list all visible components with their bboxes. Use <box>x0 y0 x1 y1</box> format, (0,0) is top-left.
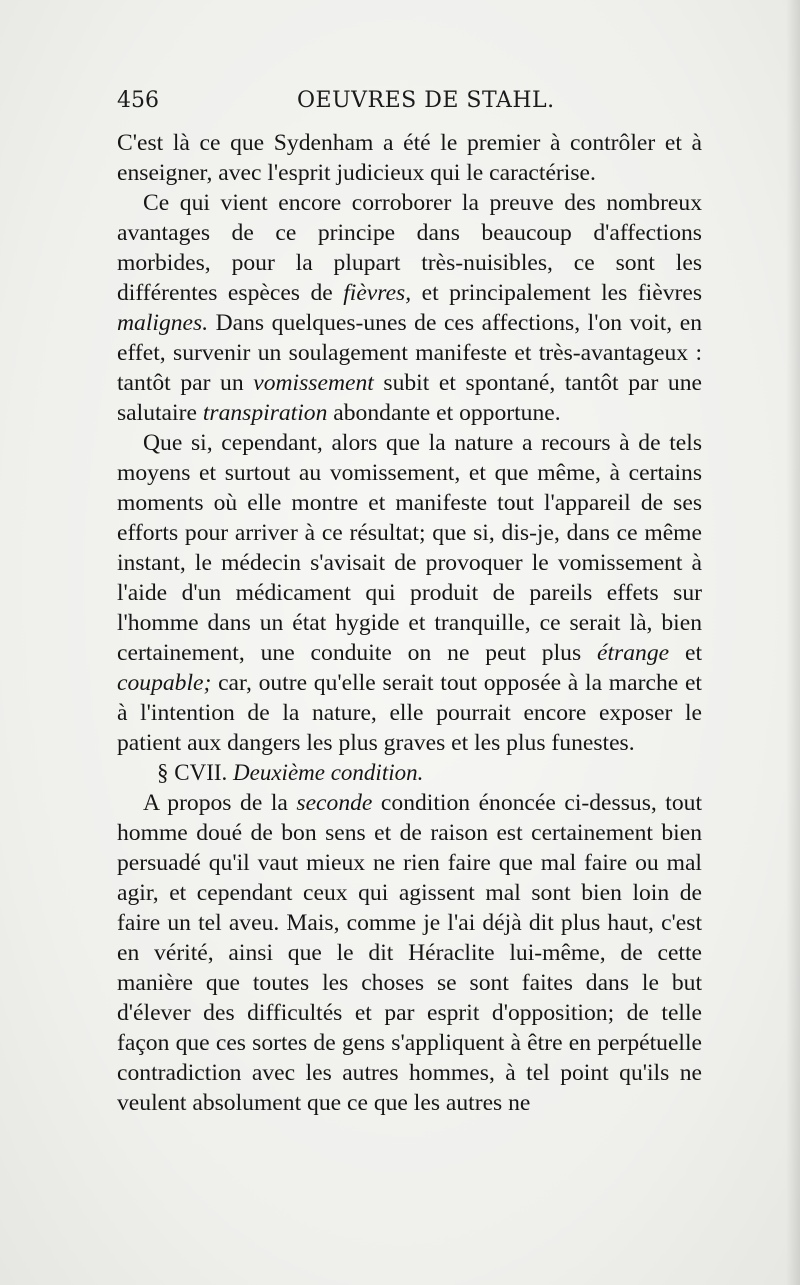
body-text <box>117 128 702 1118</box>
p2-italic-fievres: fièvres, <box>343 280 412 306</box>
paragraph-3 <box>117 428 702 758</box>
p4-italic-seconde: seconde <box>296 790 373 816</box>
section-number: § CVII. <box>157 760 228 785</box>
section-heading <box>117 758 702 788</box>
p2-text-i: abondante et opportune. <box>327 400 561 426</box>
p2-text-a: Ce qui vient encore corroborer la preuve des nombreux avantages de ce principe dans beaucoup d'affections morbides, pour la plupart très-nuisibles, ce sont les différentes espèces de <box>117 190 702 306</box>
p2-text-g: subit et spontané, tantôt par une salutaire <box>117 370 702 426</box>
page-number: 456 <box>117 88 159 113</box>
paragraph-1: C'est là ce que Sydenham a été le premier à contrôler et à enseigner, avec l'esprit judicieux qui le caractérise. <box>117 130 702 186</box>
paragraph-2 <box>117 188 702 428</box>
p2-text-c: et principalement les fièvres <box>411 280 702 306</box>
p2-italic-malignes: malignes. <box>117 310 209 336</box>
p3-text-e: car, outre qu'elle serait tout opposée à la marche et à l'intention de la nature, elle pourrait encore exposer le patient aux dangers les plus graves et les plus funestes. <box>117 670 702 756</box>
p3-italic-etrange: étrange <box>597 640 670 666</box>
page-edge-shadow <box>786 0 800 1285</box>
p2-text-e: Dans quelques-unes de ces affections, l'on voit, en effet, survenir un soulagement manifeste et très-avantageux : tantôt par un <box>117 310 702 396</box>
p2-italic-vomissement: vomissement <box>253 370 374 396</box>
paragraph-4 <box>117 788 702 1118</box>
p2-italic-transpiration: transpiration <box>202 400 328 426</box>
running-title: OEUVRES DE STAHL. <box>297 88 555 113</box>
p3-text-c: et <box>669 640 702 666</box>
section-title: Deuxième condition. <box>233 760 424 785</box>
p3-italic-coupable: coupable; <box>117 670 212 696</box>
p4-text-c: condition énoncée ci-dessus, tout homme doué de bon sens et de raison est certainement bien persuadé qu'il vaut mieux ne rien faire que mal faire ou mal agir, et cependant ceux qui agissent mal sont bien loin de faire un tel aveu. Mais, comme je l'ai déjà dit plus haut, c'est en vérité, ainsi que le dit Héraclite lui-même, de cette manière que toutes les choses se sont faites dans le but d'élever des difficultés et par esprit d'opposition; de telle façon que ces sortes de gens s'appliquent à être en perpétuelle contradiction avec les autres hommes, à tel point qu'ils ne veulent absolument que ce que les autres ne <box>117 790 703 1116</box>
p3-text-a: Que si, cependant, alors que la nature a recours à de tels moyens et surtout au vomissement, et que même, à certains moments où elle montre et manifeste tout l'appareil de ses efforts pour arriver à ce résultat; que si, dis-je, dans ce même instant, le médecin s'avisait de provoquer le vomissement à l'aide d'un médicament qui produit de pareils effets sur l'homme dans un état hygide et tranquille, ce serait là, bien certainement, une conduite on ne peut plus <box>117 430 702 666</box>
p4-text-a: A propos de la <box>143 790 297 816</box>
page-header <box>117 86 702 122</box>
